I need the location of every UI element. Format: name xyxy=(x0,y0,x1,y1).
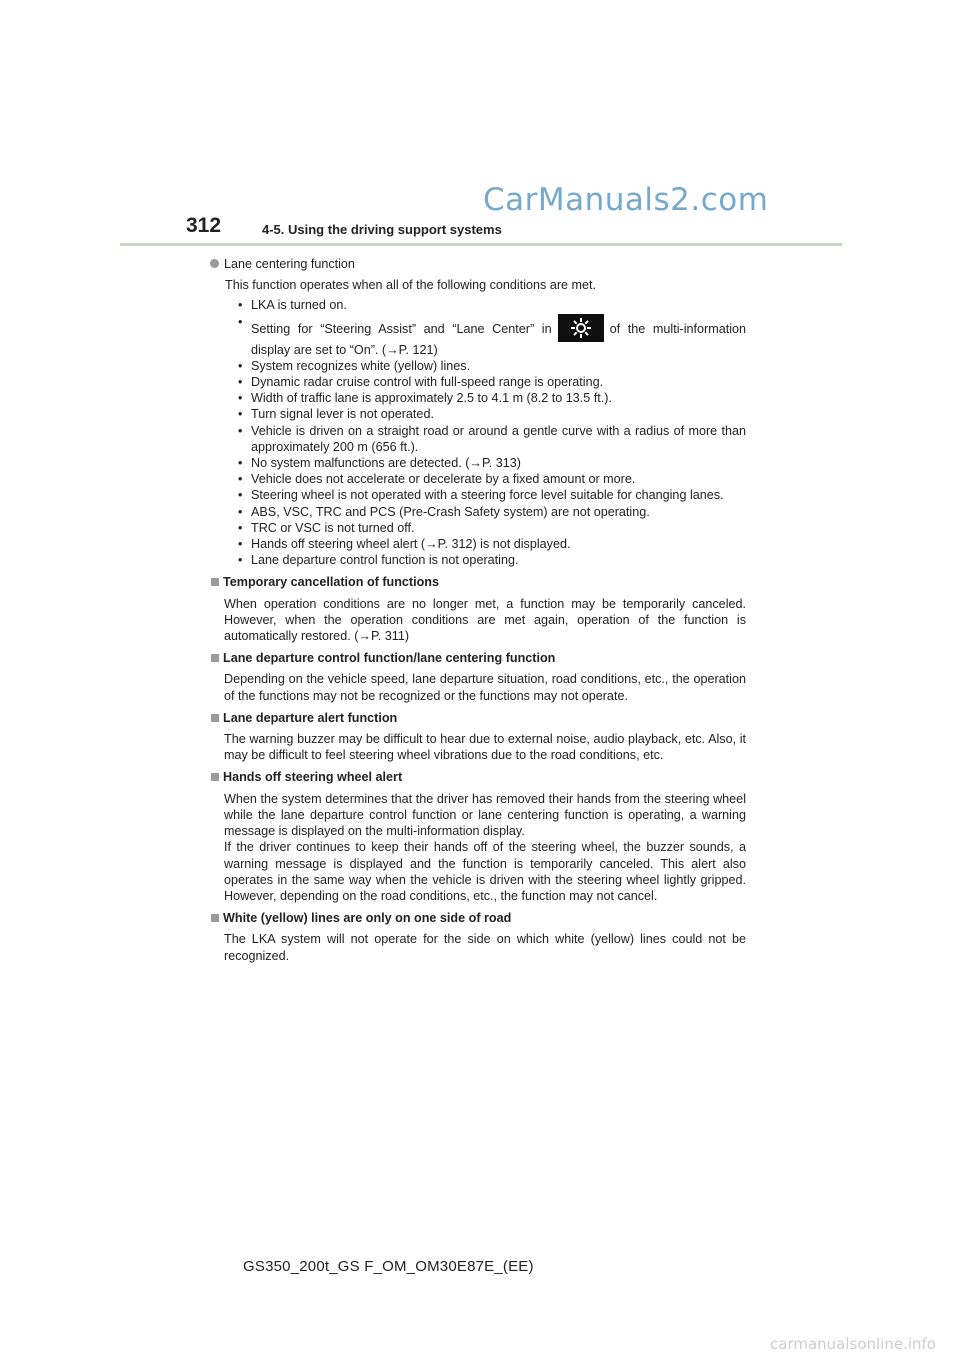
settings-gear-icon xyxy=(558,314,604,342)
list-item: • Dynamic radar cruise control with full-speed range is operating. xyxy=(238,375,604,390)
list-item: • Turn signal lever is not operated. xyxy=(238,407,434,422)
paragraph: Depending on the vehicle speed, lane departure situation, road conditions, etc., the operation of the functions may not be recognized or the functions may not operate. xyxy=(224,672,746,703)
section-heading-lane-departure-alert: Lane departure alert function xyxy=(211,710,746,726)
section-heading-hands-off-alert: Hands off steering wheel alert xyxy=(211,769,746,785)
section-heading-one-side-lines: White (yellow) lines are only on one side of road xyxy=(211,910,746,926)
list-item-setting: • Setting for “Steering Assist” and “Lane Center” in of the multi-information display are set to “On”. (→P. 121) xyxy=(238,314,747,357)
list-item: • Width of traffic lane is approximately 2.5 to 4.1 m (8.2 to 13.5 ft.). xyxy=(238,391,612,406)
condition-list xyxy=(236,297,746,568)
square-bullet-icon xyxy=(211,773,219,781)
circle-bullet-icon xyxy=(210,259,219,268)
paragraph: The LKA system will not operate for the side on which white (yellow) lines could not be recognized. xyxy=(224,932,746,963)
square-bullet-icon xyxy=(211,914,219,922)
paragraph: If the driver continues to keep their hands off of the steering wheel, the buzzer sounds, a warning message is displayed and the function is temporarily canceled. This alert also operates in the same way when the vehicle is driven with the steering wheel lightly gripped. However, depending on the road conditions, etc., the function may not cancel. xyxy=(224,840,746,903)
section-heading-lane-departure-control: Lane departure control function/lane centering function xyxy=(211,650,746,666)
list-item: • Hands off steering wheel alert (→P. 312) is not displayed. xyxy=(238,537,571,552)
list-item: • TRC or VSC is not turned off. xyxy=(238,520,415,535)
header-divider xyxy=(120,243,842,246)
section-title: 4-5. Using the driving support systems xyxy=(262,222,502,237)
list-item: • System recognizes white (yellow) lines. xyxy=(238,358,471,373)
paragraph: When the system determines that the driver has removed their hands from the steering wheel while the lane departure control function or lane centering function is operating, a warning message is displayed on the multi-information display. xyxy=(224,791,746,839)
list-item: • No system malfunctions are detected. (→P. 313) xyxy=(238,456,521,471)
lane-centering-intro: This function operates when all of the following conditions are met. xyxy=(225,278,597,293)
list-item: • Vehicle does not accelerate or decelerate by a fixed amount or more. xyxy=(238,472,636,487)
section-heading-temporary-cancellation: Temporary cancellation of functions xyxy=(211,574,746,590)
page-content xyxy=(224,256,746,964)
watermark-bottom: carmanualsonline.info xyxy=(770,1335,936,1353)
page-number: 312 xyxy=(186,214,222,237)
list-item: • Lane departure control function is not operating. xyxy=(238,553,519,568)
list-item: • Vehicle is driven on a straight road or around a gentle curve with a radius of more than approximately 200 m (656 ft.). xyxy=(238,423,746,454)
square-bullet-icon xyxy=(211,654,219,662)
document-code-footer: GS350_200t_GS F_OM_OM30E87E_(EE) xyxy=(243,1258,534,1275)
square-bullet-icon xyxy=(211,714,219,722)
list-item: • LKA is turned on. xyxy=(238,298,347,313)
paragraph: The warning buzzer may be difficult to hear due to external noise, audio playback, etc. Also, it may be difficult to feel steering wheel vibrations due to the road conditions, etc. xyxy=(224,732,746,763)
square-bullet-icon xyxy=(211,578,219,586)
lane-centering-heading: Lane centering function xyxy=(210,256,746,272)
paragraph: When operation conditions are no longer met, a function may be temporarily canceled. However, when the operation conditions are met again, operation of the function is automatically restored. (→P. 311) xyxy=(224,596,746,644)
list-item: • ABS, VSC, TRC and PCS (Pre-Crash Safety system) are not operating. xyxy=(238,504,650,519)
watermark-logo: CarManuals2.com xyxy=(483,182,769,218)
list-item: • Steering wheel is not operated with a steering force level suitable for changing lanes. xyxy=(238,488,724,503)
